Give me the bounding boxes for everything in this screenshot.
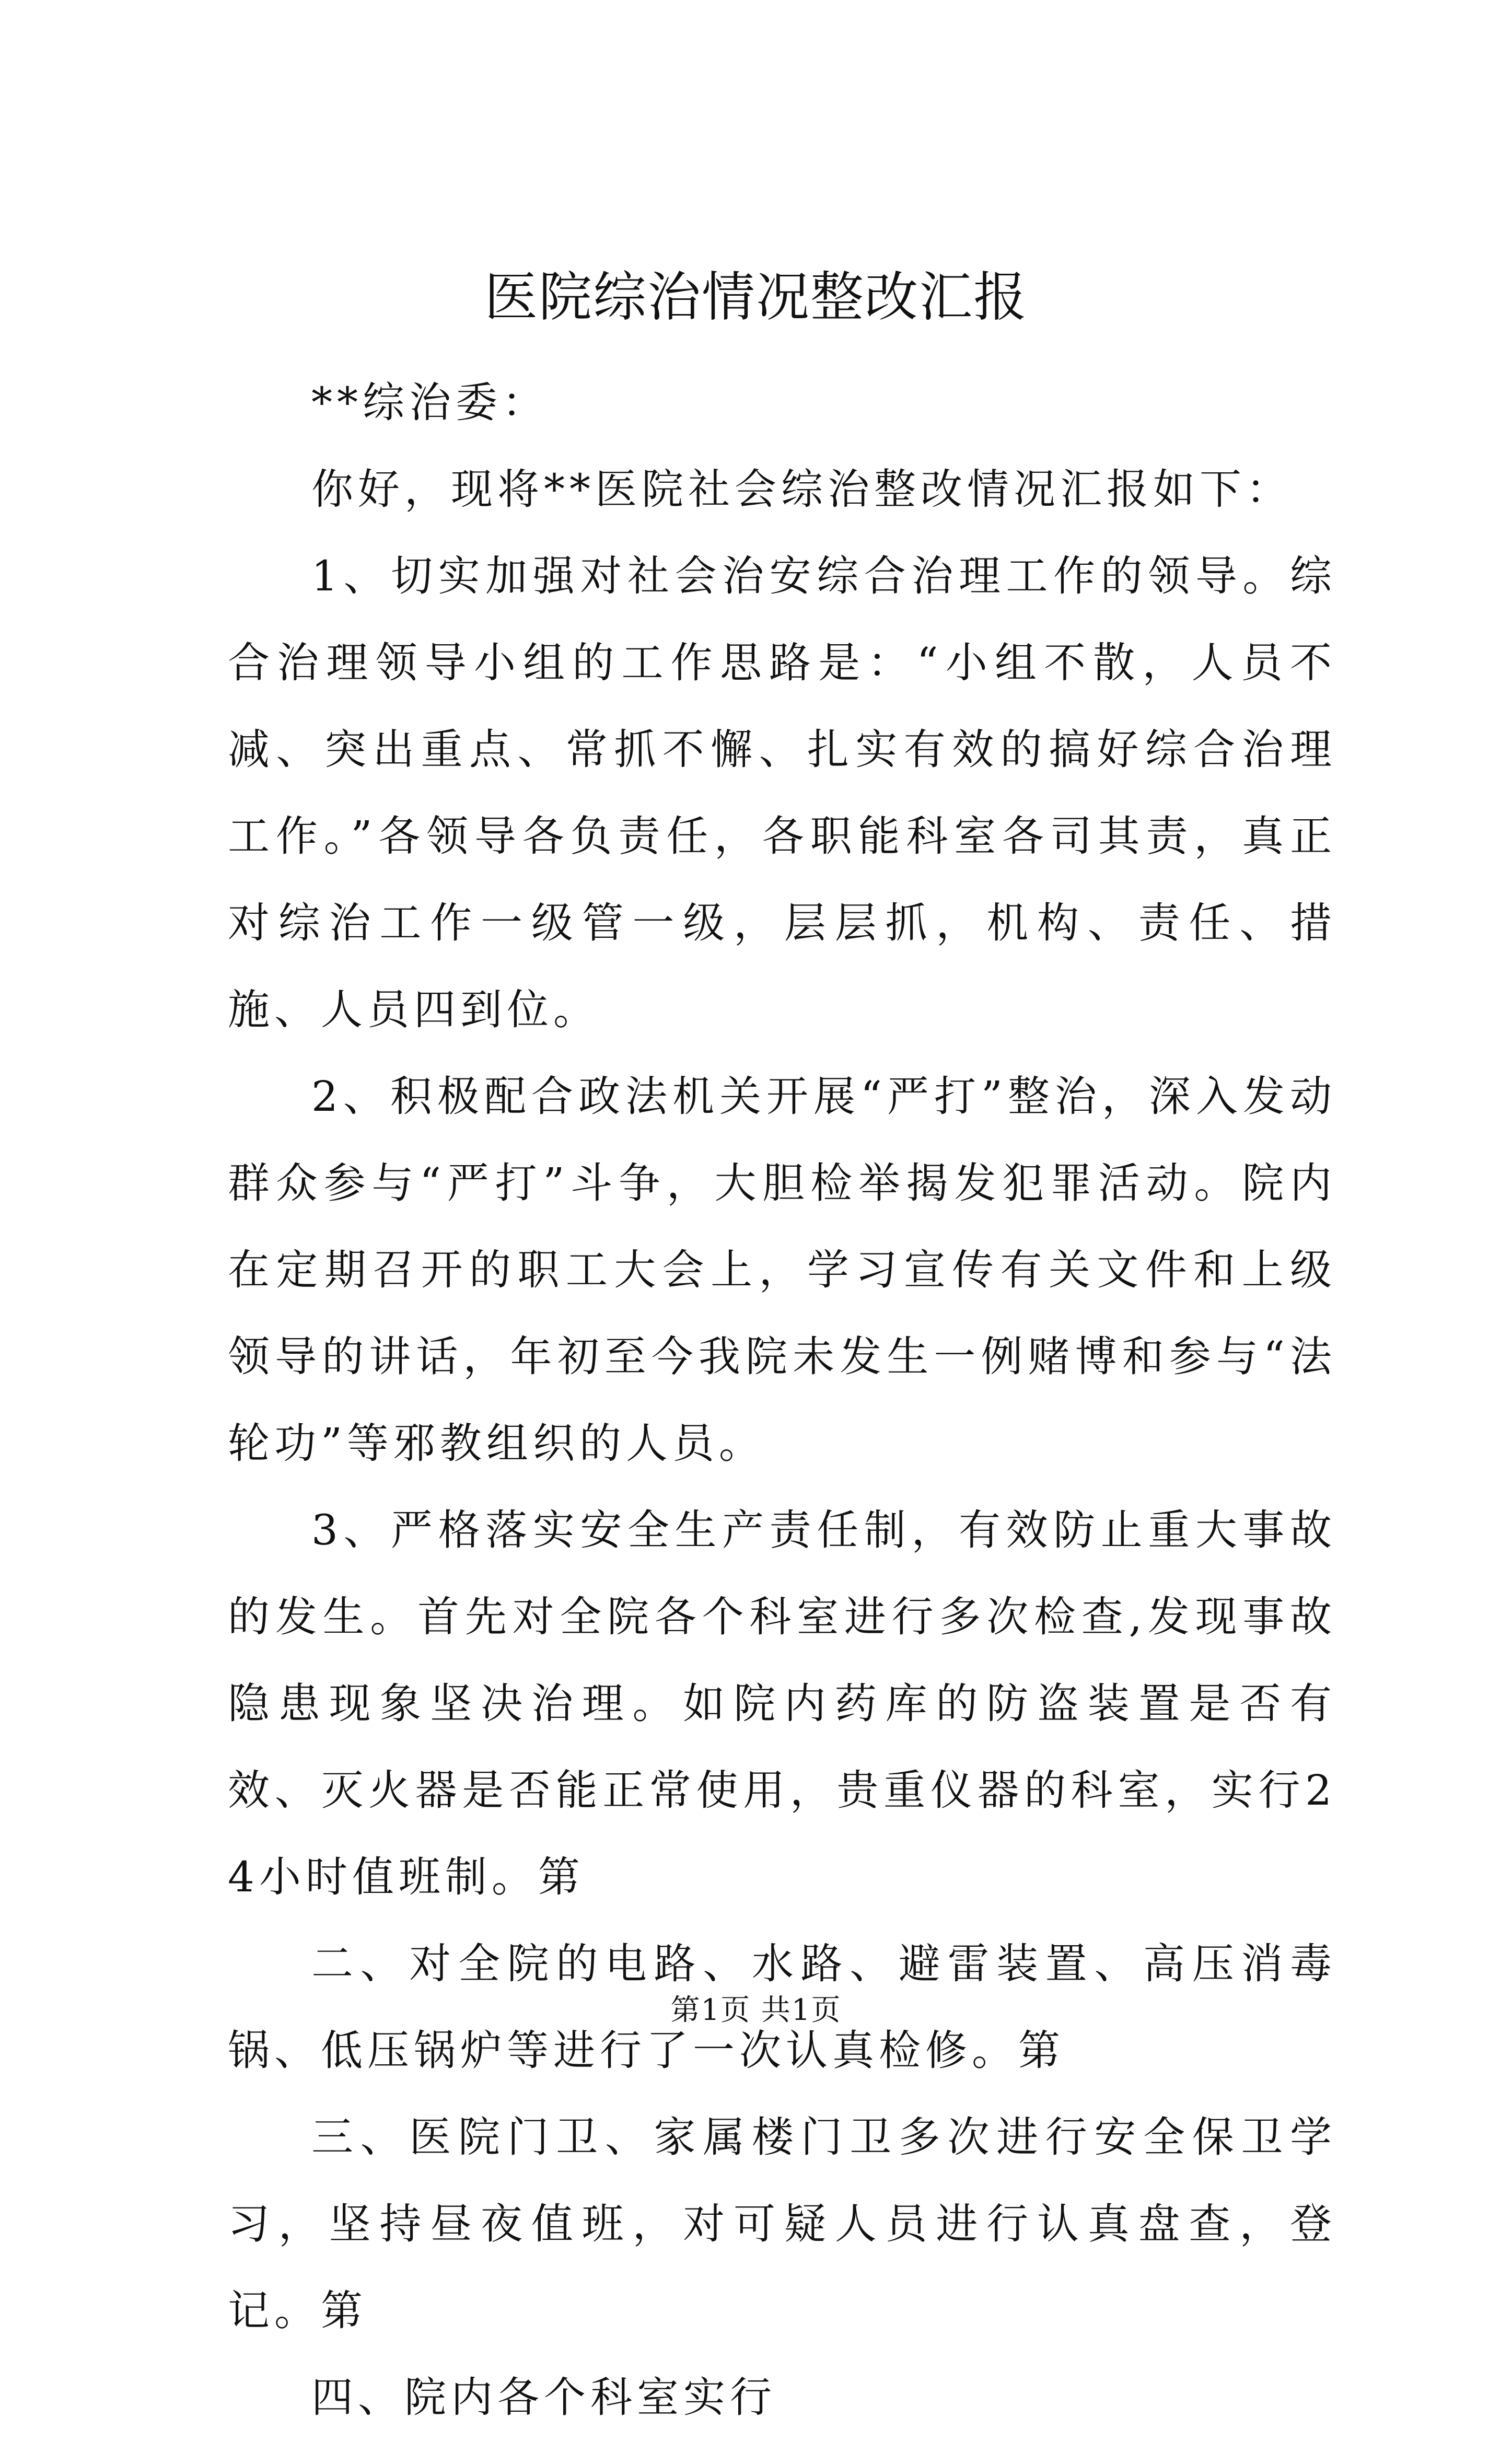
paragraph-1-leadership: 1、切实加强对社会治安综合治理工作的领导。综合治理领导小组的工作思路是：“小组不散，人员不减、突出重点、常抓不懈、扎实有效的搞好综合治理工作。”各领导各负责任，各职能科室各司其责，真正对综治工作一级管一级，层层抓，机构、责任、措施、人员四到位。 [228,552,1336,1034]
salutation: **综治委： [311,378,549,427]
paragraph-3-safety: 3、严格落实安全生产责任制，有效防止重大事故的发生。首先对全院各个科室进行多次检查,发现事故隐患现象坚决治理。如院内药库的防盗装置是否有效、灭火器是否能正常使用，贵重仪器的科室，实行24小时值班制。第 [228,1506,1336,1901]
paragraph-2-crackdown: 2、积极配合政法机关开展“严打”整治，深入发动群众参与“严打”斗争，大胆检举揭发犯罪活动。院内在定期召开的职工大会上，学习宣传有关文件和上级领导的讲话，年初至今我院未发生一例赌博和参与“法轮功”等邪教组织的人员。 [228,1072,1336,1468]
page-footer: 第1页 共1页 [670,1993,842,2027]
paragraph-security-guard: 三、医院门卫、家属楼门卫多次进行安全保卫学习，坚持昼夜值班，对可疑人员进行认真盘查，登记。第 [228,2113,1336,2335]
document-title: 医院综治情况整改汇报 [484,266,1028,329]
paragraph-departments: 四、院内各个科室实行 [311,2373,776,2422]
paragraph-greeting: 你好，现将**医院社会综治整改情况汇报如下： [311,465,1293,514]
paragraph-maintenance: 二、对全院的电路、水路、避雷装置、高压消毒锅、低压锅炉等进行了一次认真检修。第 [228,1939,1336,2075]
document-body [228,359,1336,2441]
